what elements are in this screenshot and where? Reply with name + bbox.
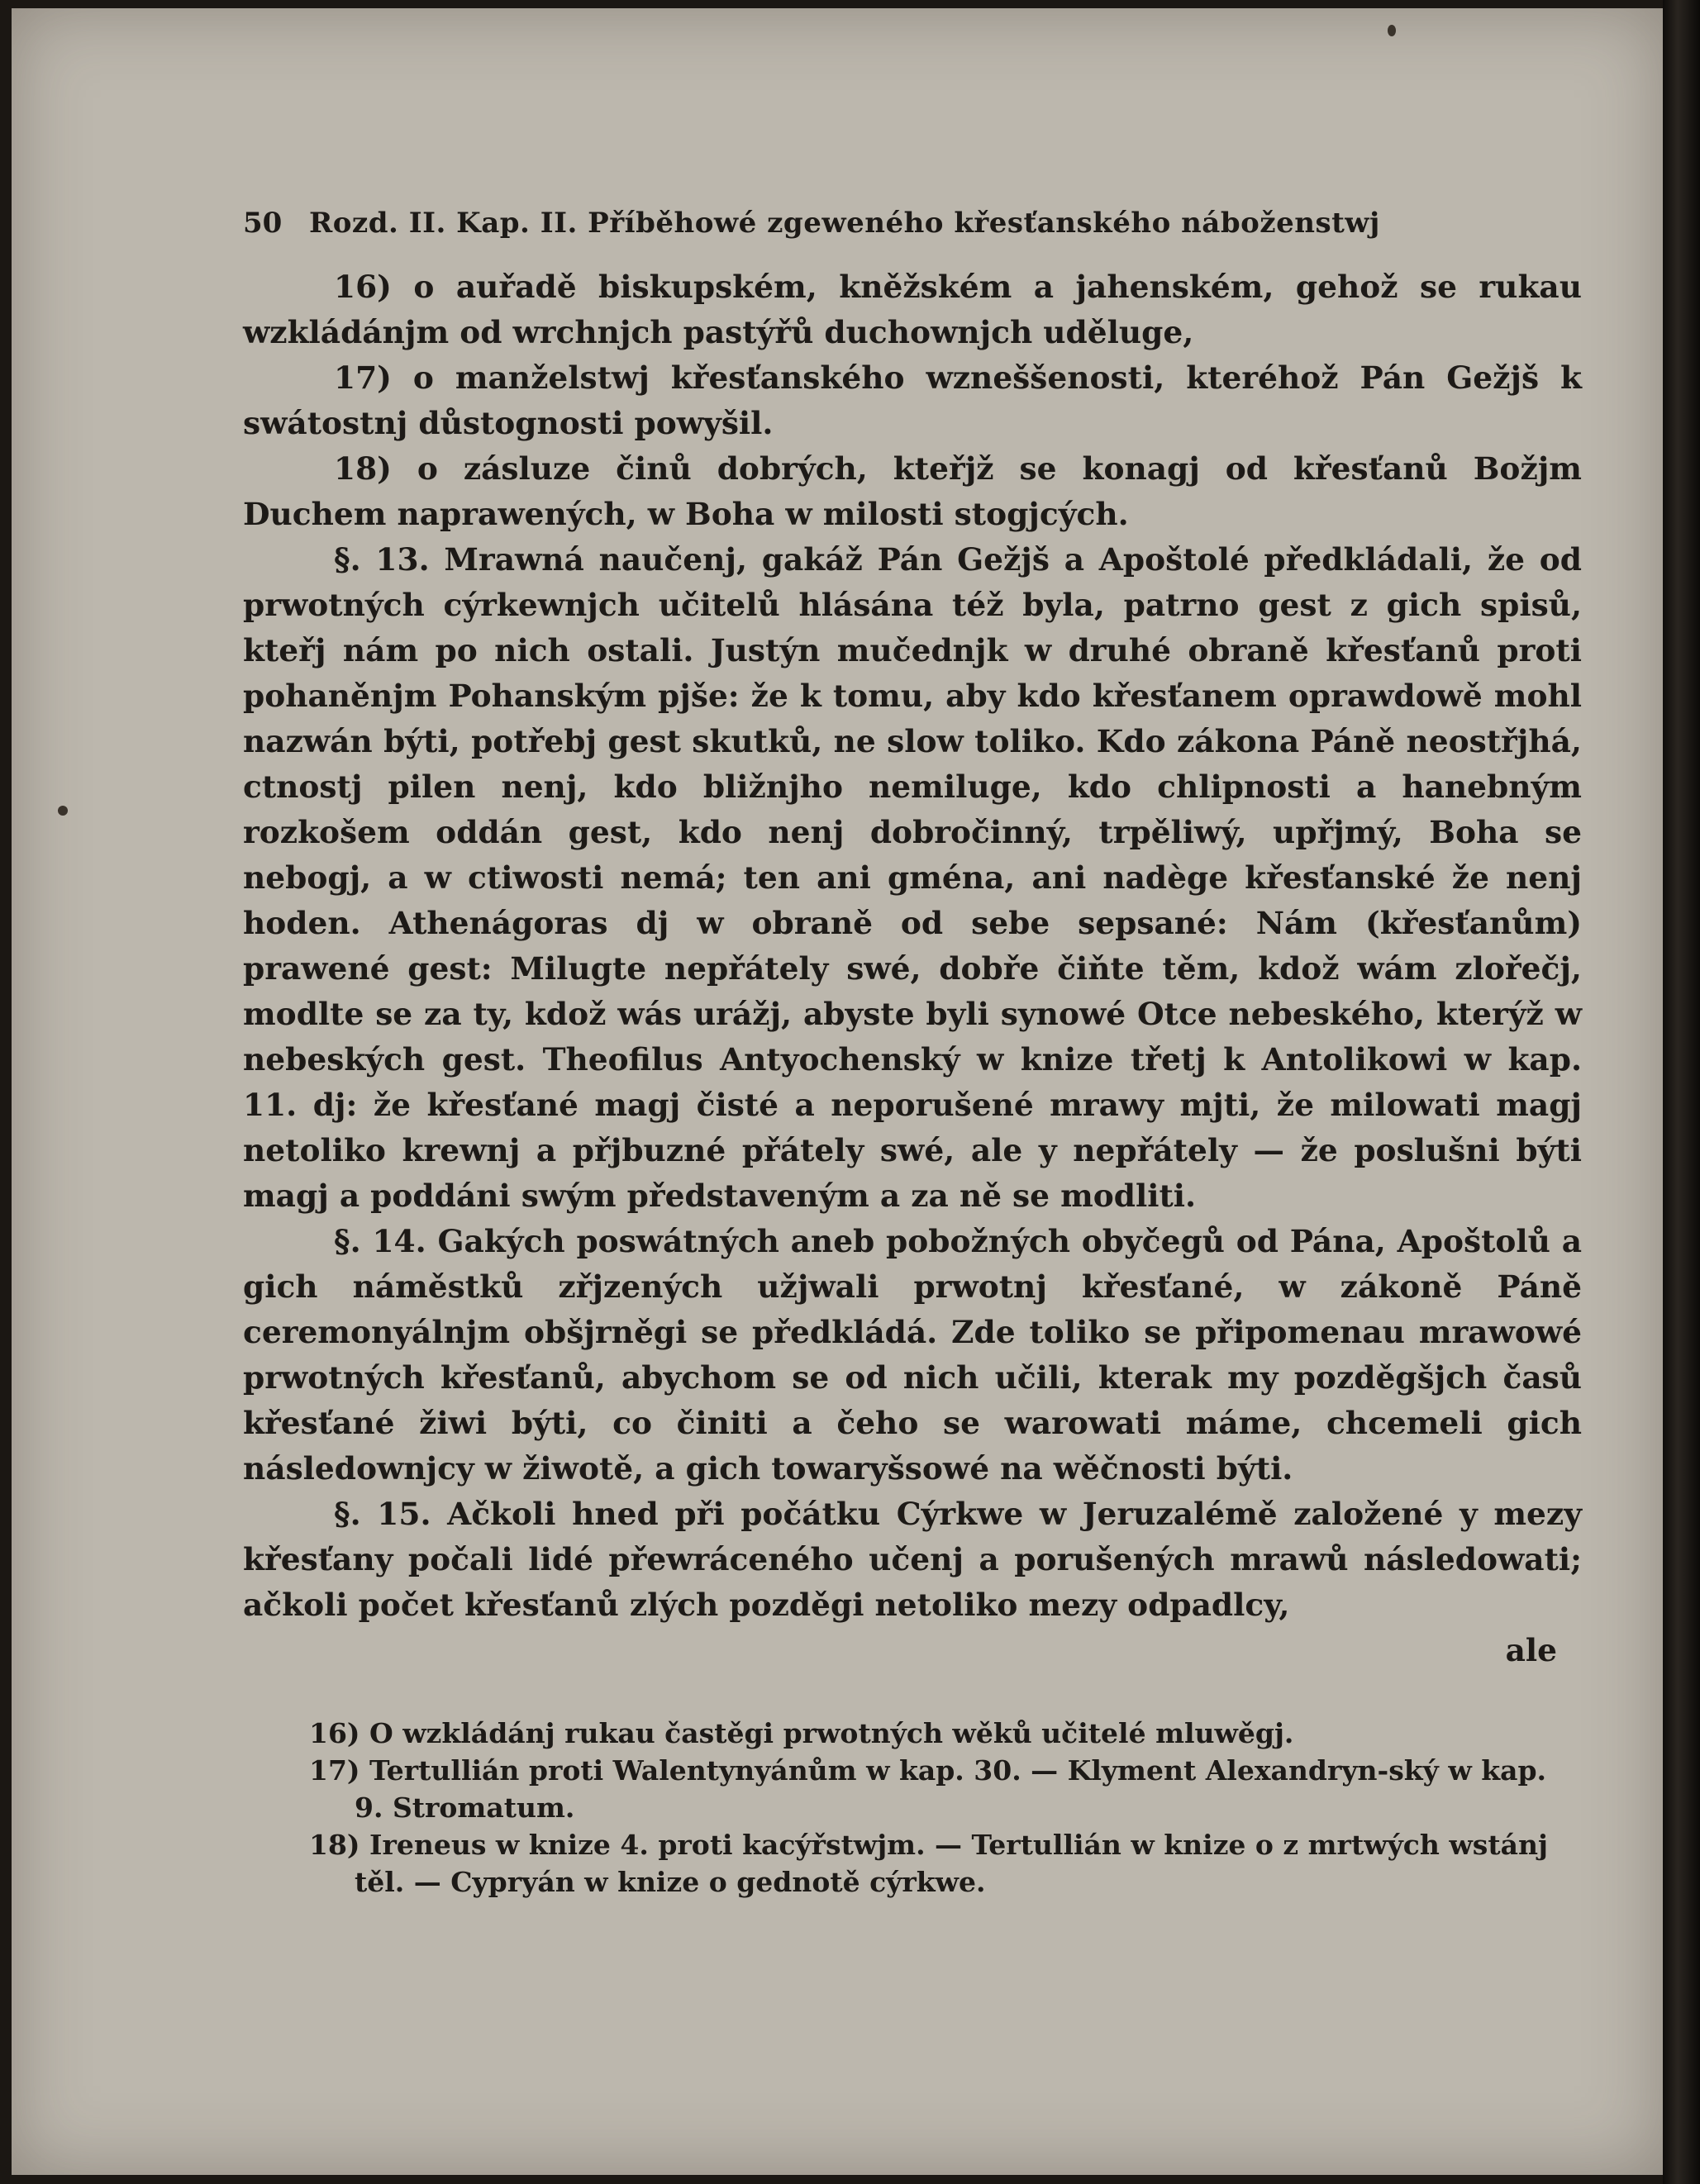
footnote-16: 16) O wzkládánj rukau častěgi prwotných wěků učitelé mluwěgj. [309, 1717, 1294, 1749]
paragraph-section-13: §. 13. Mrawná naučenj, gakáž Pán Gežjš a Apoštolé předkládali, že od prwotných cýrkewnjch učitelů hlásána též byla, patrno gest z gich spisů, kteřj nám po nich ostali. Justýn mučednjk w druhé obraně křesťanů proti pohaněnjm Pohanským pjše: že k tomu, aby kdo křesťanem oprawdowě mohl nazwán býti, potřebj gest skutků, ne slow toliko. Kdo zákona Páně neostřjhá, ctnostj pilen nenj, kdo bližnjho nemiluge, kdo chlipnosti a hanebným rozkošem oddán gest, kdo nenj dobročinný, trpěliwý, upřjmý, Boha se nebogj, a w ctiwosti nemá; ten ani gména, ani nadège křesťanské že nenj hoden. Athenágoras dj w obraně od sebe sepsané: Nám (křesťanům) prawené gest: Milugte nepřátely swé, dobře čiňte těm, kdož wám zlořečj, modlte se za ty, kdož wás urážj, abyste byli synowé Otce nebeského, kterýž w nebeských gest. Theofilus Antyochenský w knize třetj k Antolikowi w kap. 11. dj: že křesťané magj čisté a neporušené mrawy mjti, že milowati magj netoliko krewnj a přjbuzné přátely swé, ale y nepřátely — že poslušni býti magj a poddáni swým představeným a za ně se modliti. [243, 541, 1582, 1214]
text-block [243, 207, 1582, 1901]
paragraph-item-17: 17) o manželstwj křesťanského wzneššenosti, kteréhož Pán Gežjš k swátostnj důstognosti powyšil. [243, 359, 1582, 441]
catchword: ale [1505, 1632, 1557, 1668]
body-text [243, 264, 1582, 1673]
paragraph-item-16: 16) o auřadě biskupském, kněžském a jahenském, gehož se rukau wzkládánjm od wrchnjch pastýřů duchownjch uděluge, [243, 269, 1582, 350]
paragraph-section-15: §. 15. Ačkoli hned při počátku Cýrkwe w Jeruzalémě založené y mezy křesťany počali lidé přewráceného učenj a porušených mrawů následowati; ačkoli počet křesťanů zlých pozděgi netoliko mezy odpadlcy, [243, 1496, 1582, 1623]
running-head [243, 207, 1582, 264]
ink-blot [58, 806, 68, 816]
book-binding-edge [1663, 0, 1700, 2184]
footnotes [243, 1715, 1582, 1901]
running-head-title: Rozd. II. Kap. II. Příběhowé zgeweného křesťanského náboženstwj [309, 207, 1380, 240]
paragraph-item-18: 18) o zásluze činů dobrých, kteřjž se konagj od křesťanů Božjm Duchem naprawených, w Boha w milosti stogjcých. [243, 450, 1582, 532]
book-page [12, 8, 1663, 2175]
footnote-17: 17) Tertullián proti Walentynyánům w kap. 30. — Klyment Alexandryn-ský w kap. 9. Stromatum. [309, 1754, 1547, 1824]
paragraph-section-14: §. 14. Gakých poswátných aneb pobožných obyčegů od Pána, Apoštolů a gich náměstků zřjzených užjwali prwotnj křesťané, w zákoně Páně ceremonyálnjm obšjrněgi se předkládá. Zde toliko se připomenau mrawowé prwotných křesťanů, abychom se od nich učili, kterak my pozděgšjch časů křesťané žiwi býti, co činiti a čeho se warowati máme, chcemeli gich následownjcy w žiwotě, a gich towaryšsowé na wěčnosti býti. [243, 1223, 1582, 1487]
footnote-18: 18) Ireneus w knize 4. proti kacýřstwjm. — Tertullián w knize o z mrtwých wstánj těl. — Cypryán w knize o gednotě cýrkwe. [309, 1829, 1548, 1898]
ink-blot [1388, 25, 1396, 36]
page-number: 50 [243, 207, 283, 240]
